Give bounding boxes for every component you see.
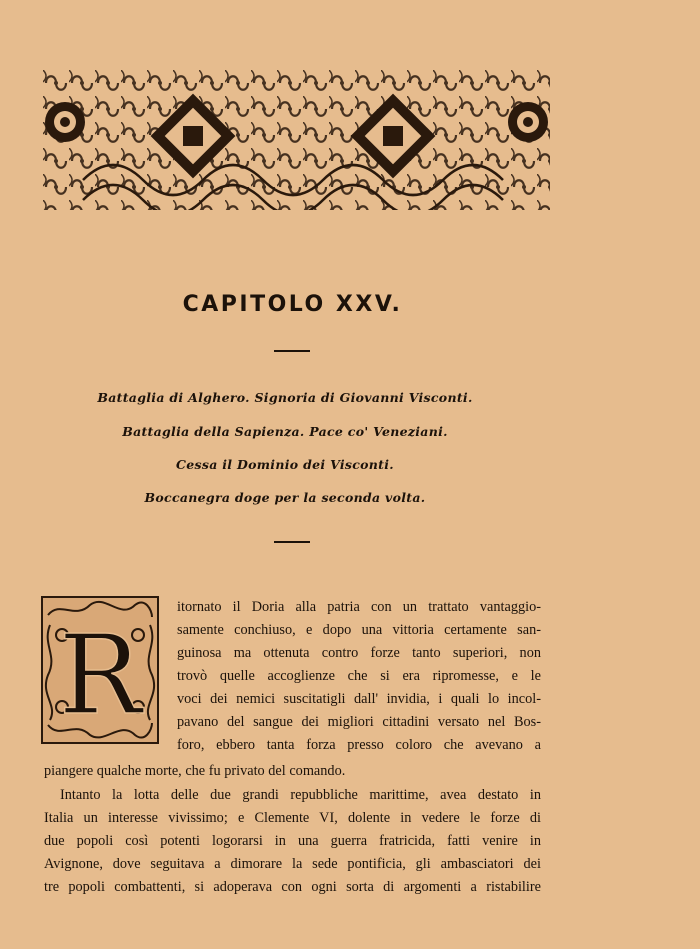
- chapter-summary-line: Battaglia di Alghero. Signoria di Giovanni Visconti.: [97, 390, 473, 405]
- text-line: guinosa ma ottenuta contro forze tanto superiori, non: [177, 645, 541, 661]
- text-line: voci dei nemici suscitatigli dall' invidia, i quali lo incol-: [177, 691, 541, 707]
- text-line: itornato il Doria alla patria con un trattato vantaggio-: [177, 599, 541, 615]
- text-line: trovò quelle accoglienze che si era ripromesse, e le: [177, 668, 541, 684]
- text-line: tre popoli combattenti, si adoperava con ogni sorta di argomenti a ristabilire: [44, 879, 541, 895]
- text-line: Avignone, dove seguitava a dimorare la sede pontificia, gli ambasciatori dei: [44, 856, 541, 872]
- drop-cap-letter: R: [58, 611, 142, 739]
- text-line: Intanto la lotta delle due grandi repubbliche marittime, avea destato in: [60, 787, 541, 803]
- chapter-summary-line: Cessa il Dominio dei Visconti.: [176, 457, 394, 472]
- text-line: samente conchiuso, e dopo una vittoria certamente san-: [177, 622, 541, 638]
- chapter-summary-line: Boccanegra doge per la seconda volta.: [144, 490, 426, 505]
- text-line: Italia un interesse vivissimo; e Clemente VI, dolente in vedere le forze di: [44, 810, 541, 826]
- text-line: piangere qualche morte, che fu privato del comando.: [44, 763, 346, 779]
- text-line: due popoli così potenti logorarsi in una guerra fratricida, fatti venire in: [44, 833, 541, 849]
- text-line: foro, ebbero tanta forza presso coloro che avevano a: [177, 737, 541, 753]
- chapter-title: CAPITOLO XXV.: [182, 292, 403, 317]
- chapter-summary-line: Battaglia della Sapienza. Pace co' Veneziani.: [122, 424, 448, 439]
- text-line: pavano del sangue dei migliori cittadini versato nel Bos-: [177, 714, 541, 730]
